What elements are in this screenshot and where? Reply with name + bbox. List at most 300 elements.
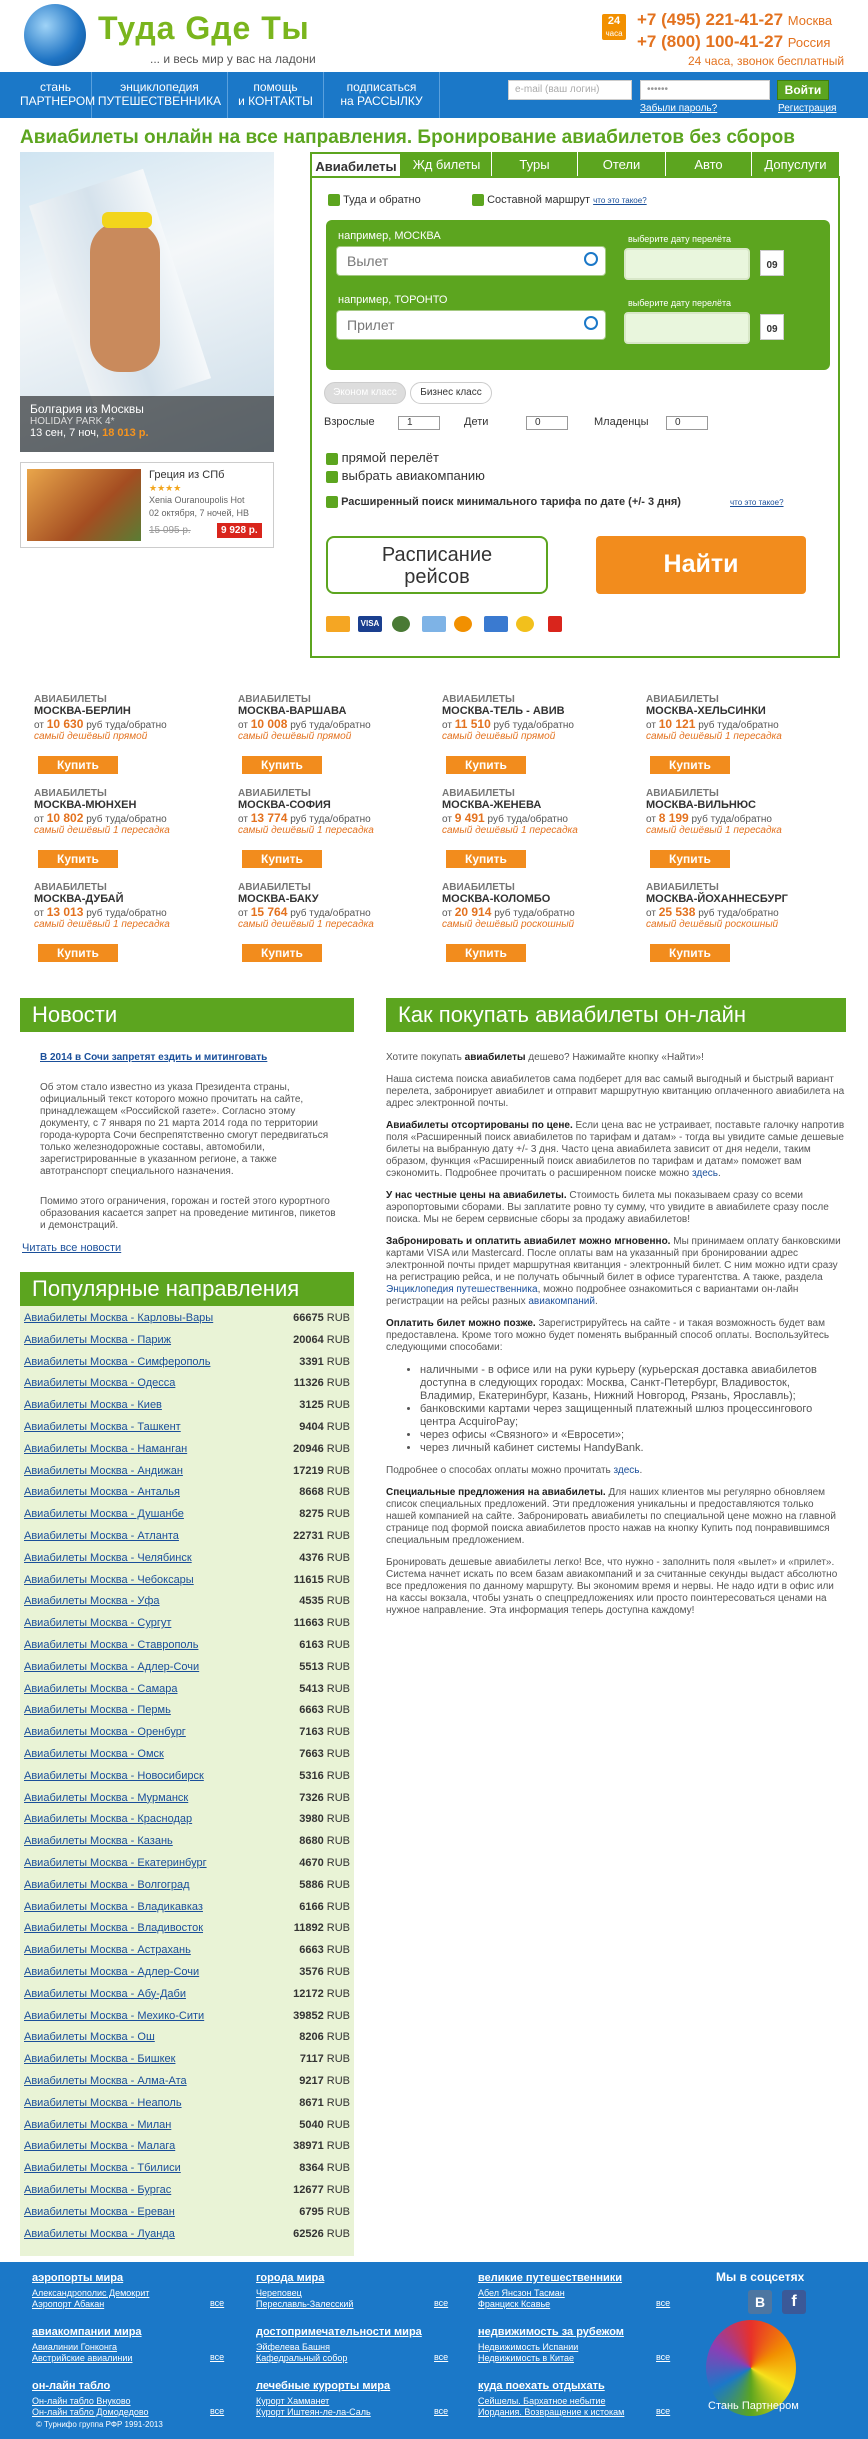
depart-calendar-icon[interactable]: 09 [760, 250, 784, 276]
class-business-button[interactable]: Бизнес класс [410, 382, 492, 404]
offer-suffix: руб туда/обратно [698, 908, 779, 919]
offer-card [34, 694, 224, 780]
how-p6-link[interactable]: здесь [613, 1465, 640, 1476]
tab-auto[interactable]: Авто [666, 152, 752, 178]
footer-heading[interactable]: достопримечательности мира [256, 2326, 422, 2338]
popular-route-link[interactable]: Авиабилеты Москва - Киев [24, 1399, 162, 1412]
multiroute-checkbox[interactable] [472, 194, 484, 206]
popular-currency: RUB [326, 1835, 350, 1848]
popular-route-link[interactable]: Авиабилеты Москва - Екатеринбург [24, 1857, 207, 1869]
offer-price: 15 764 [250, 905, 288, 919]
popular-row[interactable] [24, 2226, 350, 2244]
footer-all-link[interactable]: все [210, 2298, 225, 2308]
buy-button[interactable]: Купить [38, 756, 118, 774]
buy-button[interactable]: Купить [446, 944, 526, 962]
popular-route-link[interactable]: Авиабилеты Москва - Сургут [24, 1617, 172, 1630]
offer-card [646, 882, 836, 968]
tab-avia[interactable]: Авиабилеты [310, 152, 402, 178]
popular-row[interactable] [24, 1681, 350, 1699]
nav-partner[interactable] [20, 72, 96, 118]
popular-row[interactable] [24, 2051, 350, 2069]
nav-help[interactable] [228, 72, 324, 118]
offer-from: от [646, 908, 656, 919]
offer-price-line [442, 811, 632, 825]
class-economy-button[interactable]: Эконом класс [324, 382, 406, 404]
popular-price [294, 1922, 350, 1934]
popular-route-link[interactable]: Авиабилеты Москва - Уфа [24, 1595, 160, 1608]
popular-route-link[interactable]: Авиабилеты Москва - Казань [24, 1835, 173, 1848]
popular-row[interactable] [24, 1593, 350, 1611]
footer-link[interactable]: Курорт Иштеян-ле-ла-Саль [256, 2407, 371, 2417]
popular-price-value: 5040 [299, 2118, 324, 2131]
how-p4-text: Мы принимаем оплату банковскими картами VISA или Mastercard. После оплаты вам на указанный при бронировании адрес электронной почты придет маршрутная квитанция - электронный билет. С ним можно идти сразу на регистрацию рейса, и не получать обычный билет в офисе турагентства. А также, раздела [386, 1236, 841, 1283]
return-date-hint: выберите дату перелёта [628, 298, 732, 308]
euroset-icon [422, 616, 446, 632]
footer-heading[interactable]: великие путешественники [478, 2272, 623, 2284]
popular-price [299, 2075, 350, 2087]
popular-route-link[interactable]: Авиабилеты Москва - Ставрополь [24, 1639, 199, 1651]
popular-row[interactable] [24, 1375, 350, 1393]
popular-currency: RUB [326, 1726, 350, 1739]
offer-from: от [34, 720, 44, 731]
find-button[interactable]: Найти [596, 536, 806, 594]
popular-row[interactable] [24, 1899, 350, 1917]
popular-route-link[interactable]: Авиабилеты Москва - Андижан [24, 1464, 183, 1477]
popular-route-link[interactable]: Авиабилеты Москва - Адлер-Сочи [24, 1660, 200, 1673]
popular-row[interactable] [24, 2117, 350, 2135]
popular-route-link[interactable]: Авиабилеты Москва - Луанда [24, 2227, 175, 2240]
phone2-number: +7 (800) 100-41-27 [637, 32, 784, 51]
popular-price [294, 1574, 350, 1586]
offer-price: 20 914 [454, 905, 492, 919]
footer-heading[interactable]: куда поехать отдыхать [478, 2380, 605, 2392]
footer-heading[interactable]: недвижимость за рубежом [478, 2326, 624, 2338]
popular-row[interactable] [24, 2138, 350, 2156]
footer-link[interactable]: Франциск Ксавье [478, 2299, 551, 2309]
phone-russia [637, 32, 830, 52]
popular-price-value: 7117 [299, 2053, 324, 2066]
direct-label: прямой перелёт [341, 450, 439, 465]
email-input[interactable]: e-mail (ваш логин) [508, 80, 632, 100]
how-intro-b: авиабилеты [464, 1052, 526, 1063]
popular-route-link[interactable]: Авиабилеты Москва - Наманган [24, 1442, 188, 1455]
popular-row[interactable] [24, 1354, 350, 1372]
airline-checkbox[interactable] [326, 471, 338, 483]
popular-price [299, 2162, 350, 2174]
footer-link[interactable]: Недвижимость в Китае [478, 2353, 575, 2363]
popular-currency: RUB [326, 1333, 350, 1346]
footer-link[interactable]: Недвижимость Испании [478, 2342, 579, 2352]
popular-route-link[interactable]: Авиабилеты Москва - Владикавказ [24, 1900, 203, 1913]
popular-route-link[interactable]: Авиабилеты Москва - Новосибирск [24, 1769, 204, 1782]
popular-row[interactable] [24, 1746, 350, 1764]
search-tabs [310, 152, 840, 176]
extended-search-option[interactable] [326, 496, 681, 508]
24h-badge [602, 14, 626, 40]
page-title: Авиабилеты онлайн на все направления. Бронирование авиабилетов без сборов [20, 127, 795, 148]
footer-all-link[interactable]: все [434, 2352, 449, 2362]
nav-subscribe[interactable] [324, 72, 440, 118]
money-icon [392, 616, 410, 632]
offer-note: самый дешёвый 1 пересадка [646, 731, 782, 742]
popular-row[interactable] [24, 1659, 350, 1677]
popular-price [299, 1813, 350, 1825]
infants-select[interactable]: 0 [666, 416, 708, 430]
popular-header: Популярные направления [20, 1272, 354, 1306]
popular-price [299, 1879, 350, 1891]
popular-price-value: 38971 [293, 2140, 324, 2153]
buy-button[interactable]: Купить [242, 850, 322, 868]
popular-currency: RUB [326, 1944, 350, 1957]
popular-currency: RUB [326, 1377, 350, 1390]
footer-link[interactable]: Австрийские авиалинии [32, 2353, 133, 2363]
airlines-link[interactable]: авиакомпаний [528, 1296, 595, 1307]
popular-row[interactable] [24, 1484, 350, 1502]
footer-all-link[interactable]: все [656, 2352, 671, 2362]
footer-all-link[interactable]: все [434, 2406, 449, 2416]
tab-train[interactable]: Жд билеты [402, 152, 492, 178]
popular-row[interactable] [24, 1310, 350, 1328]
footer-link[interactable]: Переславль-Залесский [256, 2299, 354, 2309]
popular-route-link[interactable]: Авиабилеты Москва - Омск [24, 1748, 164, 1760]
popular-route-link[interactable]: Авиабилеты Москва - Владивосток [24, 1922, 204, 1935]
popular-route-link[interactable]: Авиабилеты Москва - Краснодар [24, 1813, 193, 1826]
roundtrip-label: Туда и обратно [343, 194, 421, 206]
popular-route-link[interactable]: Авиабилеты Москва - Челябинск [24, 1551, 192, 1564]
roundtrip-checkbox[interactable] [328, 194, 340, 206]
footer-link[interactable]: Абел Янсзон Тасман [478, 2288, 565, 2298]
visa-icon: VISA [358, 616, 382, 632]
popular-row[interactable] [24, 1528, 350, 1546]
all-news-link[interactable]: Читать все новости [22, 1242, 122, 1254]
popular-row[interactable] [24, 1964, 350, 1982]
footer-heading[interactable]: он-лайн табло [32, 2380, 111, 2392]
rbk-icon [484, 616, 508, 632]
buy-button[interactable]: Купить [38, 850, 118, 868]
popular-row[interactable] [24, 1920, 350, 1938]
popular-row[interactable] [24, 1790, 350, 1808]
footer-link[interactable]: Череповец [256, 2288, 302, 2298]
popular-row[interactable] [24, 1811, 350, 1829]
popular-route-link[interactable]: Авиабилеты Москва - Милан [24, 2118, 172, 2131]
choose-airline-option[interactable] [326, 468, 485, 483]
popular-price-value: 5413 [299, 1682, 324, 1695]
footer-all-link[interactable]: все [656, 2298, 671, 2308]
popular-route-link[interactable]: Авиабилеты Москва - Самара [24, 1682, 178, 1695]
offer-head: АВИАБИЛЕТЫ [442, 788, 515, 799]
popular-price-value: 6663 [299, 1944, 324, 1957]
popular-price [299, 2206, 350, 2218]
offer-card [442, 788, 632, 874]
offer-note: самый дешёвый 1 пересадка [646, 825, 782, 836]
offer-route: МОСКВА-БЕРЛИН [34, 705, 131, 717]
direct-checkbox[interactable] [326, 453, 338, 465]
popular-currency: RUB [326, 1900, 350, 1913]
to-input[interactable]: Прилет [336, 310, 606, 340]
partner-label[interactable]: Стань Партнером [708, 2400, 799, 2412]
register-link[interactable]: Регистрация [778, 103, 837, 114]
offer-price: 9 491 [454, 811, 485, 825]
offer-card [238, 882, 428, 968]
offer-route: МОСКВА-БАКУ [238, 893, 319, 905]
offer-head: АВИАБИЛЕТЫ [238, 788, 311, 799]
promo-main[interactable] [20, 152, 274, 452]
schedule-button[interactable] [326, 536, 548, 594]
footer-heading[interactable]: лечебные курорты мира [256, 2380, 391, 2392]
offer-head: АВИАБИЛЕТЫ [34, 882, 107, 893]
popular-currency: RUB [326, 2075, 350, 2087]
promo-second[interactable] [20, 462, 274, 548]
popular-price [299, 1595, 350, 1607]
popular-currency: RUB [326, 1987, 350, 2000]
nav-encyclopedia[interactable] [92, 72, 228, 118]
offer-suffix: руб туда/обратно [698, 720, 779, 731]
adults-select[interactable]: 1 [398, 416, 440, 430]
footer-link[interactable]: Курорт Хамманет [256, 2396, 330, 2406]
popular-route-link[interactable]: Авиабилеты Москва - Анталья [24, 1486, 180, 1499]
from-input[interactable]: Вылет [336, 246, 606, 276]
offer-note: самый дешёвый роскошный [442, 919, 575, 930]
popular-price-value: 66675 [293, 1312, 324, 1324]
return-date-input[interactable] [624, 312, 750, 344]
popular-route-link[interactable]: Авиабилеты Москва - Адлер-Сочи [24, 1966, 200, 1978]
footer-link[interactable]: Кафедральный собор [256, 2353, 348, 2363]
popular-route-link[interactable]: Авиабилеты Москва - Симферополь [24, 1355, 211, 1368]
return-calendar-icon[interactable]: 09 [760, 314, 784, 340]
popular-currency: RUB [326, 1857, 350, 1869]
footer-all-link[interactable]: все [210, 2352, 225, 2362]
buy-button[interactable]: Купить [446, 850, 526, 868]
footer-all-link[interactable]: все [434, 2298, 449, 2308]
how-p1: Наша система поиска авиабилетов сама подберет для вас самый выгодный и быстрый вариант перелета, забронирует авиабилет и отправит маршрутную квитанцию оплаченного авиабилета на адрес электронной почты. [386, 1074, 845, 1109]
popular-route-link[interactable]: Авиабилеты Москва - Волгоград [24, 1878, 190, 1891]
popular-route-link[interactable]: Авиабилеты Москва - Мурманск [24, 1791, 189, 1804]
how-p5-text: Зарегистрируйтесь на сайте - и такая возможность будет вам предоставлена. Кроме того можно будет поменять выбранный способ оплаты. Воспользуйтесь следующими способами: [386, 1318, 830, 1353]
popular-row[interactable] [24, 1637, 350, 1655]
popular-route-link[interactable]: Авиабилеты Москва - Бишкек [24, 2053, 176, 2066]
buy-button[interactable]: Купить [650, 850, 730, 868]
multiroute-what-is-link[interactable]: что это такое? [593, 196, 647, 205]
popular-price [293, 1312, 350, 1324]
footer-all-link[interactable]: все [656, 2406, 671, 2416]
forgot-password-link[interactable]: Забыли пароль? [640, 103, 718, 114]
popular-route-link[interactable]: Авиабилеты Москва - Ереван [24, 2205, 175, 2218]
popular-row[interactable] [24, 1877, 350, 1895]
popular-row[interactable] [24, 2204, 350, 2222]
offer-price-line [646, 811, 836, 825]
popular-row[interactable] [24, 1724, 350, 1742]
offer-route: МОСКВА-ВАРШАВА [238, 705, 347, 717]
roundtrip-option[interactable] [328, 194, 421, 206]
popular-row[interactable] [24, 1463, 350, 1481]
popular-currency: RUB [326, 1878, 350, 1891]
popular-route-link[interactable]: Авиабилеты Москва - Чебоксары [24, 1573, 194, 1586]
offer-from: от [34, 814, 44, 825]
password-input[interactable]: •••••• [640, 80, 770, 100]
phone1-number: +7 (495) 221-41-27 [637, 10, 784, 29]
popular-route-link[interactable]: Авиабилеты Москва - Ош [24, 2031, 155, 2044]
popular-route-link[interactable]: Авиабилеты Москва - Париж [24, 1333, 172, 1346]
nav-partner-line2: ПАРТНЕРОМ [20, 94, 96, 108]
popular-row[interactable] [24, 1441, 350, 1459]
offer-note: самый дешёвый роскошный [646, 919, 779, 930]
popular-route-link[interactable]: Авиабилеты Москва - Алма-Ата [24, 2075, 187, 2087]
popular-route-link[interactable]: Авиабилеты Москва - Астрахань [24, 1944, 191, 1957]
popular-row[interactable] [24, 1615, 350, 1633]
tab-hotels[interactable]: Отели [578, 152, 666, 178]
offer-from: от [442, 814, 452, 825]
popular-currency: RUB [326, 2053, 350, 2066]
footer-heading[interactable]: аэропорты мира [32, 2272, 124, 2284]
popular-route-link[interactable]: Авиабилеты Москва - Неаполь [24, 2096, 182, 2109]
from-hint: например, МОСКВА [338, 230, 441, 242]
popular-price [293, 2228, 350, 2240]
popular-row[interactable] [24, 1855, 350, 1873]
popular-row[interactable] [24, 1572, 350, 1590]
footer-link[interactable]: Авиалинии Гонконга [32, 2342, 117, 2352]
children-select[interactable]: 0 [526, 416, 568, 430]
to-search-icon[interactable] [584, 316, 598, 330]
popular-price-value: 8668 [299, 1486, 324, 1499]
offer-note: самый дешёвый 1 пересадка [34, 825, 170, 836]
route-panel [326, 220, 830, 370]
popular-row[interactable] [24, 2008, 350, 2026]
popular-price-value: 3391 [299, 1355, 324, 1368]
how-p2-bold: Авиабилеты отсортированы по цене. [386, 1120, 573, 1131]
footer-heading[interactable]: авиакомпании мира [32, 2326, 142, 2338]
logo[interactable]: Туда Gде Ты [98, 10, 310, 46]
popular-row[interactable] [24, 2073, 350, 2091]
popular-row[interactable] [24, 1332, 350, 1350]
popular-route-link[interactable]: Авиабилеты Москва - Карловы-Вары [24, 1312, 214, 1324]
offer-route: МОСКВА-ВИЛЬНЮС [646, 799, 756, 811]
offer-suffix: руб туда/обратно [487, 814, 568, 825]
depart-date-input[interactable] [624, 248, 750, 280]
popular-currency: RUB [326, 2205, 350, 2218]
offer-suffix: руб туда/обратно [691, 814, 772, 825]
buy-button[interactable]: Купить [650, 756, 730, 774]
popular-row[interactable] [24, 2029, 350, 2047]
popular-currency: RUB [326, 1595, 350, 1608]
popular-route-link[interactable]: Авиабилеты Москва - Малага [24, 2140, 176, 2153]
multiroute-option[interactable] [472, 194, 647, 206]
popular-route-link[interactable]: Авиабилеты Москва - Оренбург [24, 1726, 186, 1739]
offer-price: 10 630 [46, 717, 84, 731]
footer-all-link[interactable]: все [210, 2406, 225, 2416]
offer-suffix: руб туда/обратно [290, 908, 371, 919]
popular-route-link[interactable]: Авиабилеты Москва - Ташкент [24, 1421, 181, 1433]
footer-link[interactable]: Эйфелева Башня [256, 2342, 331, 2352]
offer-price-line [238, 905, 428, 919]
popular-row[interactable] [24, 2160, 350, 2178]
buy-button[interactable]: Купить [242, 944, 322, 962]
how-intro [386, 1052, 846, 1064]
extended-checkbox[interactable] [326, 496, 338, 508]
offer-from: от [238, 814, 248, 825]
buy-button[interactable]: Купить [650, 944, 730, 962]
how-p5 [386, 1318, 846, 1354]
popular-currency: RUB [326, 1748, 350, 1760]
encyclopedia-link[interactable]: Энциклопедия путешественника [386, 1284, 538, 1295]
popular-price [293, 2140, 350, 2152]
popular-row[interactable] [24, 1506, 350, 1524]
popular-row[interactable] [24, 1419, 350, 1437]
popular-price-value: 6795 [299, 2205, 324, 2218]
footer-link[interactable]: Александрополис Демокрит [32, 2288, 150, 2298]
popular-route-link[interactable]: Авиабилеты Москва - Душанбе [24, 1508, 184, 1521]
popular-row[interactable] [24, 1768, 350, 1786]
tab-extra[interactable]: Допуслуги [752, 152, 840, 178]
offer-note: самый дешёвый 1 пересадка [238, 919, 374, 930]
popular-route-link[interactable]: Авиабилеты Москва - Мехико-Сити [24, 2009, 205, 2022]
footer-link[interactable]: Аэропорт Абакан [32, 2299, 105, 2309]
offer-price-line [34, 717, 224, 731]
popular-price-value: 5316 [299, 1769, 324, 1782]
popular-route-link[interactable]: Авиабилеты Москва - Тбилиси [24, 2162, 181, 2175]
popular-row[interactable] [24, 2095, 350, 2113]
direct-flight-option[interactable] [326, 450, 439, 465]
offer-route: МОСКВА-МЮНХЕН [34, 799, 137, 811]
popular-row[interactable] [24, 1550, 350, 1568]
popular-row[interactable] [24, 1942, 350, 1960]
footer-link[interactable]: Иордания. Возвращение к истокам [478, 2407, 625, 2417]
footer-link[interactable]: Сейшелы. Бархатное небытие [478, 2396, 606, 2406]
tab-tours[interactable]: Туры [492, 152, 578, 178]
popular-route-link[interactable]: Авиабилеты Москва - Одесса [24, 1377, 176, 1390]
footer-link[interactable]: Он-лайн табло Внуково [32, 2396, 131, 2406]
popular-price [299, 1748, 350, 1760]
buy-button[interactable]: Купить [38, 944, 118, 962]
popular-route-link[interactable]: Авиабилеты Москва - Пермь [24, 1704, 171, 1717]
popular-row[interactable] [24, 1397, 350, 1415]
nav-encyclopedia-line1: энциклопедия [120, 80, 199, 94]
promo-person [90, 222, 160, 372]
buy-button[interactable]: Купить [242, 756, 322, 774]
how-p2-link[interactable]: здесь [692, 1168, 718, 1179]
extended-what-is-link[interactable]: что это такое? [730, 498, 784, 507]
offer-route: МОСКВА-ХЕЛЬСИНКИ [646, 705, 766, 717]
offer-from: от [646, 720, 656, 731]
popular-row[interactable] [24, 1986, 350, 2004]
popular-row[interactable] [24, 2182, 350, 2200]
offer-suffix: руб туда/обратно [494, 908, 575, 919]
footer-heading[interactable]: города мира [256, 2272, 325, 2284]
vk-icon[interactable]: В [748, 2290, 772, 2314]
offer-head: АВИАБИЛЕТЫ [238, 694, 311, 705]
facebook-icon[interactable]: f [782, 2290, 806, 2314]
footer-link[interactable]: Он-лайн табло Домодедово [32, 2407, 149, 2417]
popular-row[interactable] [24, 1833, 350, 1851]
login-button[interactable]: Войти [777, 80, 829, 100]
buy-button[interactable]: Купить [446, 756, 526, 774]
popular-price-value: 8364 [299, 2162, 324, 2175]
offer-route: МОСКВА-ЖЕНЕВА [442, 799, 542, 811]
popular-route-link[interactable]: Авиабилеты Москва - Абу-Даби [24, 1987, 186, 2000]
offer-from: от [442, 720, 452, 731]
logo-globe-icon[interactable] [24, 4, 86, 66]
popular-row[interactable] [24, 1702, 350, 1720]
offer-price-line [442, 905, 632, 919]
nav-subscribe-line2: на РАССЫЛКУ [340, 94, 423, 108]
offer-card [442, 694, 632, 780]
popular-route-link[interactable]: Авиабилеты Москва - Атланта [24, 1530, 179, 1542]
news-item-title[interactable]: В 2014 в Сочи запретят ездить и митинговать [40, 1052, 268, 1063]
popular-list [20, 1306, 354, 2256]
from-search-icon[interactable] [584, 252, 598, 266]
popular-currency: RUB [326, 1639, 350, 1651]
popular-price [299, 1792, 350, 1804]
popular-route-link[interactable]: Авиабилеты Москва - Бургас [24, 2184, 172, 2196]
